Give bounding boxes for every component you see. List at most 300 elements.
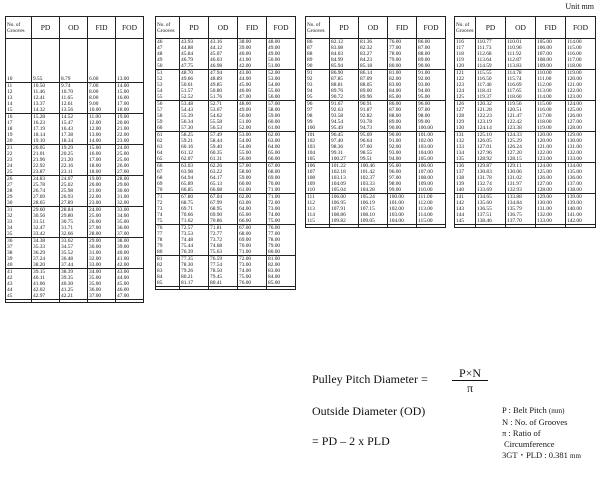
cell-value: 45.00 [117, 281, 130, 287]
cell-value: 54 [157, 88, 163, 94]
cell-value: 109.00 [418, 181, 433, 187]
cell-value: 87.00 [418, 45, 431, 51]
cell-value: 89.76 [331, 88, 344, 94]
cell-value: 22.92 [33, 163, 46, 169]
cell-value: 121.47 [507, 113, 522, 119]
cell-value: 86.14 [360, 70, 373, 76]
pd-cell [476, 70, 506, 101]
cell-value: 88.00 [418, 51, 431, 57]
cell-value: 97.00 [418, 107, 431, 113]
od-cell [60, 145, 88, 176]
fod-cell [566, 39, 596, 70]
cell-value: 113.64 [477, 57, 492, 63]
cell-value: 87.00 [389, 107, 402, 113]
fod-cell [116, 145, 144, 176]
cell-value: 31.51 [33, 219, 46, 225]
cell-value: 60.16 [181, 144, 194, 150]
cell-value: 19 [7, 132, 13, 138]
cell-value: 49.00 [239, 107, 252, 113]
fod-cell [566, 194, 596, 225]
padding-cell [417, 225, 446, 228]
od-cell [506, 132, 536, 163]
cell-value: 8.79 [61, 76, 71, 82]
cell-value: 56.34 [181, 119, 194, 125]
cell-value: 31.71 [61, 225, 74, 231]
groove-table-4 [454, 16, 596, 228]
cell-value: 59 [157, 119, 163, 125]
cell-value: 104.00 [389, 218, 404, 224]
cell-value: 116.00 [537, 107, 552, 113]
pitch-diameter-fraction [452, 366, 488, 395]
grooves-cell [156, 39, 180, 70]
cell-value: 110.00 [418, 187, 433, 193]
cell-value: 78.00 [268, 237, 281, 243]
cell-value: 26.00 [89, 219, 102, 225]
cell-value: 26.93 [61, 194, 74, 200]
cell-value: 74.48 [181, 237, 194, 243]
cell-value: 84.00 [268, 274, 281, 280]
cell-value: 75.00 [239, 274, 252, 280]
fid-header: FID [238, 17, 267, 39]
cell-value: 101.00 [418, 132, 433, 138]
cell-value: 30 [7, 200, 13, 206]
cell-value: 93.00 [418, 82, 431, 88]
fod-header: FOD [566, 17, 596, 39]
cell-value: 53.48 [181, 101, 194, 107]
fod-cell [417, 39, 446, 70]
cell-value: 49.85 [210, 82, 223, 88]
cell-value: 93.00 [389, 150, 402, 156]
cell-value: 67.04 [210, 194, 223, 200]
cell-value: 106.00 [331, 194, 346, 200]
cell-value: 95.00 [418, 94, 431, 100]
od-cell [60, 238, 88, 269]
cell-value: 91 [307, 70, 313, 76]
cell-value: 10.70 [61, 89, 74, 95]
cell-value: 113.83 [507, 63, 522, 69]
cell-value: 125.00 [567, 107, 582, 113]
cell-value: 136.55 [477, 206, 492, 212]
cell-value: 33.00 [89, 262, 102, 268]
pd-cell [32, 269, 60, 300]
cell-value: 16.23 [33, 120, 46, 126]
cell-value: 110.77 [477, 39, 492, 45]
cell-value: 47.75 [181, 63, 194, 69]
cell-value: 34.57 [61, 244, 74, 250]
cell-value: 101.22 [331, 163, 346, 169]
cell-value: 127 [456, 107, 465, 113]
cell-value: 44.12 [210, 45, 223, 51]
cell-value: 76.39 [181, 249, 194, 255]
od-cell [60, 83, 88, 114]
grooves-cell [455, 132, 476, 163]
cell-value: 134.00 [567, 163, 582, 169]
cell-value: 127.20 [507, 150, 522, 156]
cell-value: 33.62 [61, 238, 74, 244]
cell-value: 133.00 [567, 156, 582, 162]
cell-value: 47 [157, 45, 163, 51]
cell-value: 103.13 [331, 175, 346, 181]
fraction-numerator: P×N [452, 366, 488, 381]
fod-cell [116, 269, 144, 300]
cell-value: 92.82 [360, 113, 373, 119]
fid-cell [536, 101, 566, 132]
cell-value: 37.44 [61, 262, 74, 268]
cell-value: 102.00 [418, 138, 433, 144]
cell-value: 67.80 [181, 194, 194, 200]
cell-value: 96.64 [360, 138, 373, 144]
cell-value: 77 [157, 231, 163, 237]
cell-value: 119.00 [567, 70, 582, 76]
table-body [306, 39, 446, 228]
cell-value: 101.00 [389, 200, 404, 206]
cell-value: 112.68 [477, 51, 492, 57]
cell-value: 137 [456, 169, 465, 175]
cell-value: 49.00 [268, 51, 281, 57]
pd-cell [476, 101, 506, 132]
cell-value: 24.00 [117, 145, 130, 151]
cell-value: 46 [157, 39, 163, 45]
cell-value: 88 [307, 51, 313, 57]
cell-value: 137.51 [477, 212, 492, 218]
cell-value: 71.62 [181, 218, 194, 224]
padding-cell [6, 300, 32, 303]
cell-value: 51 [157, 70, 163, 76]
padding-cell [60, 300, 88, 303]
cell-value: 27.00 [89, 225, 102, 231]
cell-value: 75.63 [210, 249, 223, 255]
cell-value: 15.28 [33, 114, 46, 120]
cell-value: 63 [157, 144, 163, 150]
cell-value: 42.97 [33, 293, 46, 299]
cell-value: 28.00 [89, 231, 102, 237]
cell-value: 61.31 [210, 156, 223, 162]
cell-value: 35.33 [33, 244, 46, 250]
cell-value: 112.00 [537, 82, 552, 88]
cell-value: 44 [7, 287, 13, 293]
cell-value: 22.00 [117, 132, 130, 138]
cell-value: 10.00 [89, 107, 102, 113]
cell-value: 30.00 [89, 244, 102, 250]
cell-value: 50.80 [210, 88, 223, 94]
cell-value: 52 [157, 76, 163, 82]
cell-value: 121 [456, 70, 465, 76]
cell-value: 102.18 [331, 169, 346, 175]
cell-value: 37.24 [33, 256, 46, 262]
cell-value: 131.00 [567, 144, 582, 150]
cell-value: 94 [307, 88, 313, 94]
cell-value: 26.74 [33, 188, 46, 194]
cell-value: 103.00 [389, 212, 404, 218]
cell-value: 118.00 [537, 119, 552, 125]
cell-value: 118.60 [507, 94, 522, 100]
cell-value: 16.43 [61, 126, 74, 132]
cell-value: 73.72 [210, 237, 223, 243]
grooves-cell [156, 256, 180, 287]
cell-value: 68.95 [210, 206, 223, 212]
cell-value: 86.90 [331, 70, 344, 76]
cell-value: 85.94 [331, 63, 344, 69]
fod-cell [417, 163, 446, 194]
table-row [306, 132, 446, 163]
od-cell [60, 176, 88, 207]
pd-cell [330, 39, 359, 70]
cell-value: 136.00 [567, 175, 582, 181]
pd-cell [180, 225, 209, 256]
cell-value: 68.75 [181, 200, 194, 206]
od-header: OD [60, 17, 88, 39]
table-row [6, 176, 144, 207]
cell-value: 134 [456, 150, 465, 156]
cell-value: 75.44 [181, 243, 194, 249]
cell-value: 64 [157, 150, 163, 156]
cell-value: 115.00 [537, 101, 552, 107]
cell-value: 124.00 [537, 163, 552, 169]
cell-value: 35 [7, 231, 13, 237]
cell-value: 61.12 [181, 150, 194, 156]
cell-value: 81.17 [181, 280, 194, 286]
cell-value: 44.00 [239, 76, 252, 82]
cell-value: 50.00 [239, 113, 252, 119]
fid-cell [536, 132, 566, 163]
grooves-cell [306, 101, 330, 132]
cell-value: 140.00 [567, 206, 582, 212]
cell-value: 81.00 [268, 256, 281, 262]
fod-cell [267, 256, 296, 287]
cell-value: 59.00 [239, 175, 252, 181]
cell-value: 131.00 [537, 206, 552, 212]
cell-value: 95.49 [331, 125, 344, 131]
cell-value: 96.00 [389, 169, 402, 175]
cell-value: 18.14 [33, 132, 46, 138]
cell-value: 19.00 [89, 176, 102, 182]
fod-cell [267, 70, 296, 101]
cell-value: 103.33 [360, 181, 375, 187]
cell-value: 13 [7, 95, 13, 101]
padding-cell [88, 300, 116, 303]
cell-value: 83.08 [331, 45, 344, 51]
cell-value: 63.98 [181, 169, 194, 175]
cell-value: 24 [7, 163, 13, 169]
cell-value: 57.00 [239, 163, 252, 169]
od-cell [60, 39, 88, 83]
cell-value: 133.88 [507, 194, 522, 200]
cell-value: 23.87 [33, 169, 46, 175]
cell-value: 17.00 [89, 157, 102, 163]
cell-value: 57 [157, 107, 163, 113]
cell-value: 101 [307, 132, 316, 138]
cell-value: 55.00 [239, 150, 252, 156]
cell-value: 141 [456, 194, 465, 200]
cell-value: 12.41 [33, 95, 46, 101]
cell-value: 74.68 [210, 243, 223, 249]
pd-cell [330, 132, 359, 163]
table-row [6, 207, 144, 238]
cell-value: 18 [7, 126, 13, 132]
cell-value: 89.00 [360, 88, 373, 94]
cell-value: 97.60 [360, 144, 373, 150]
table-padding-row [306, 225, 446, 228]
cell-value: 19.00 [117, 114, 130, 120]
cell-value: 111.00 [537, 76, 552, 82]
cell-value: 69.00 [268, 175, 281, 181]
cell-value: 23.00 [117, 138, 130, 144]
cell-value: 95.00 [389, 163, 402, 169]
cell-value: 66.00 [239, 218, 252, 224]
table-row [156, 194, 296, 225]
od-cell [209, 225, 238, 256]
cell-value: 43 [7, 281, 13, 287]
cell-value: 42.00 [239, 63, 252, 69]
cell-value: 27 [7, 182, 13, 188]
cell-value: 16.00 [117, 95, 130, 101]
cell-value: 85 [157, 280, 163, 286]
cell-value: 71.00 [268, 194, 281, 200]
cell-value: 87.85 [331, 76, 344, 82]
cell-value: 55 [157, 94, 163, 100]
cell-value: 76.59 [210, 256, 223, 262]
cell-value: 128.15 [507, 156, 522, 162]
cell-value: 12.61 [61, 101, 74, 107]
cell-value: 102.00 [389, 206, 404, 212]
cell-value: 17.38 [61, 132, 74, 138]
cell-value: 33.42 [33, 231, 46, 237]
cell-value: 73.53 [181, 231, 194, 237]
cell-value: 39 [7, 256, 13, 262]
cell-value: 95.69 [360, 132, 373, 138]
grooves-cell [455, 163, 476, 194]
cell-value: 129.00 [537, 194, 552, 200]
unit-label: Unit mm [565, 2, 594, 11]
cell-value: 15.00 [117, 89, 130, 95]
cell-value: 110.00 [537, 70, 552, 76]
fid-cell [536, 163, 566, 194]
cell-value: 83.00 [389, 82, 402, 88]
fid-cell [388, 70, 417, 101]
cell-value: 44.00 [117, 275, 130, 281]
cell-value: 95 [307, 94, 313, 100]
cell-value: 63.00 [239, 200, 252, 206]
cell-value: 130.83 [477, 169, 492, 175]
cell-value: 110.01 [507, 39, 522, 45]
cell-value: 55.39 [181, 113, 194, 119]
cell-value: 25 [7, 169, 13, 175]
cell-value: 20 [7, 138, 13, 144]
legend-pi: π : Ratio of [502, 428, 541, 438]
cell-value: 35.00 [89, 281, 102, 287]
padding-cell [506, 225, 536, 228]
cell-value: 27.00 [117, 169, 130, 175]
cell-value: 108 [307, 175, 316, 181]
cell-value: 76.00 [268, 225, 281, 231]
cell-value: 122.00 [537, 150, 552, 156]
cell-value: 6.00 [89, 76, 99, 82]
od-cell [209, 163, 238, 194]
cell-value: 15.00 [89, 145, 102, 151]
cell-value: 56.53 [210, 125, 223, 131]
fid-cell [388, 101, 417, 132]
cell-value: 71 [157, 194, 163, 200]
cell-value: 53.00 [268, 76, 281, 82]
cell-value: 59.00 [268, 113, 281, 119]
cell-value: 24.00 [89, 207, 102, 213]
pd-cell [180, 256, 209, 287]
cell-value: 92.63 [331, 107, 344, 113]
od-cell [359, 132, 388, 163]
cell-value: 42.02 [33, 287, 46, 293]
pd-cell [32, 145, 60, 176]
pitch-diameter-formula: Pulley Pitch Diameter = [312, 372, 428, 386]
cell-value: 57.00 [268, 101, 281, 107]
od-header: OD [506, 17, 536, 39]
pd-cell [32, 83, 60, 114]
padding-cell [455, 225, 476, 228]
cell-value: 106.95 [331, 200, 346, 206]
fid-cell [536, 70, 566, 101]
cell-value: 47.00 [117, 293, 130, 299]
cell-value: 60.35 [210, 150, 223, 156]
cell-value: 109.05 [360, 218, 375, 224]
fid-cell [88, 207, 116, 238]
cell-value: 36.48 [61, 256, 74, 262]
table-row [306, 163, 446, 194]
cell-value: 133.00 [537, 218, 552, 224]
cell-value: 39.00 [239, 45, 252, 51]
cell-value: 62.26 [210, 163, 223, 169]
cell-value: 145 [456, 218, 465, 224]
cell-value: 93.78 [360, 119, 373, 125]
cell-value: 25.98 [61, 188, 74, 194]
cell-value: 127.00 [537, 181, 552, 187]
table-row [455, 101, 596, 132]
pd-cell [180, 163, 209, 194]
padding-cell [180, 287, 209, 290]
cell-value: 74.00 [239, 268, 252, 274]
fid-cell [88, 176, 116, 207]
table-row [306, 39, 446, 70]
cell-value: 13.00 [89, 132, 102, 138]
cell-value: 30.75 [61, 219, 74, 225]
cell-value: 42.21 [61, 293, 74, 299]
pd-cell [180, 101, 209, 132]
padding-cell [209, 287, 238, 290]
od-cell [209, 256, 238, 287]
cell-value: 88.05 [360, 82, 373, 88]
cell-value: 120 [456, 63, 465, 69]
cell-value: 132.93 [507, 187, 522, 193]
pd-cell [180, 70, 209, 101]
grooves-cell [6, 114, 32, 145]
cell-value: 131.78 [477, 175, 492, 181]
cell-value: 89.96 [360, 94, 373, 100]
table-row [455, 163, 596, 194]
cell-value: 64.00 [268, 144, 281, 150]
cell-value: 67.99 [210, 200, 223, 206]
grooves-cell [6, 176, 32, 207]
cell-value: 11.46 [33, 89, 45, 95]
cell-value: 52.00 [268, 70, 281, 76]
cell-value: 21.00 [89, 188, 102, 194]
cell-value: 104 [307, 150, 316, 156]
cell-value: 115 [307, 218, 315, 224]
pd-header: PD [330, 17, 359, 39]
cell-value: 135 [456, 156, 465, 162]
cell-value: 75 [157, 218, 163, 224]
fid-cell [238, 225, 267, 256]
cell-value: 25.02 [61, 182, 74, 188]
cell-value: 114.00 [537, 94, 552, 100]
cell-value: 112.87 [507, 57, 522, 63]
